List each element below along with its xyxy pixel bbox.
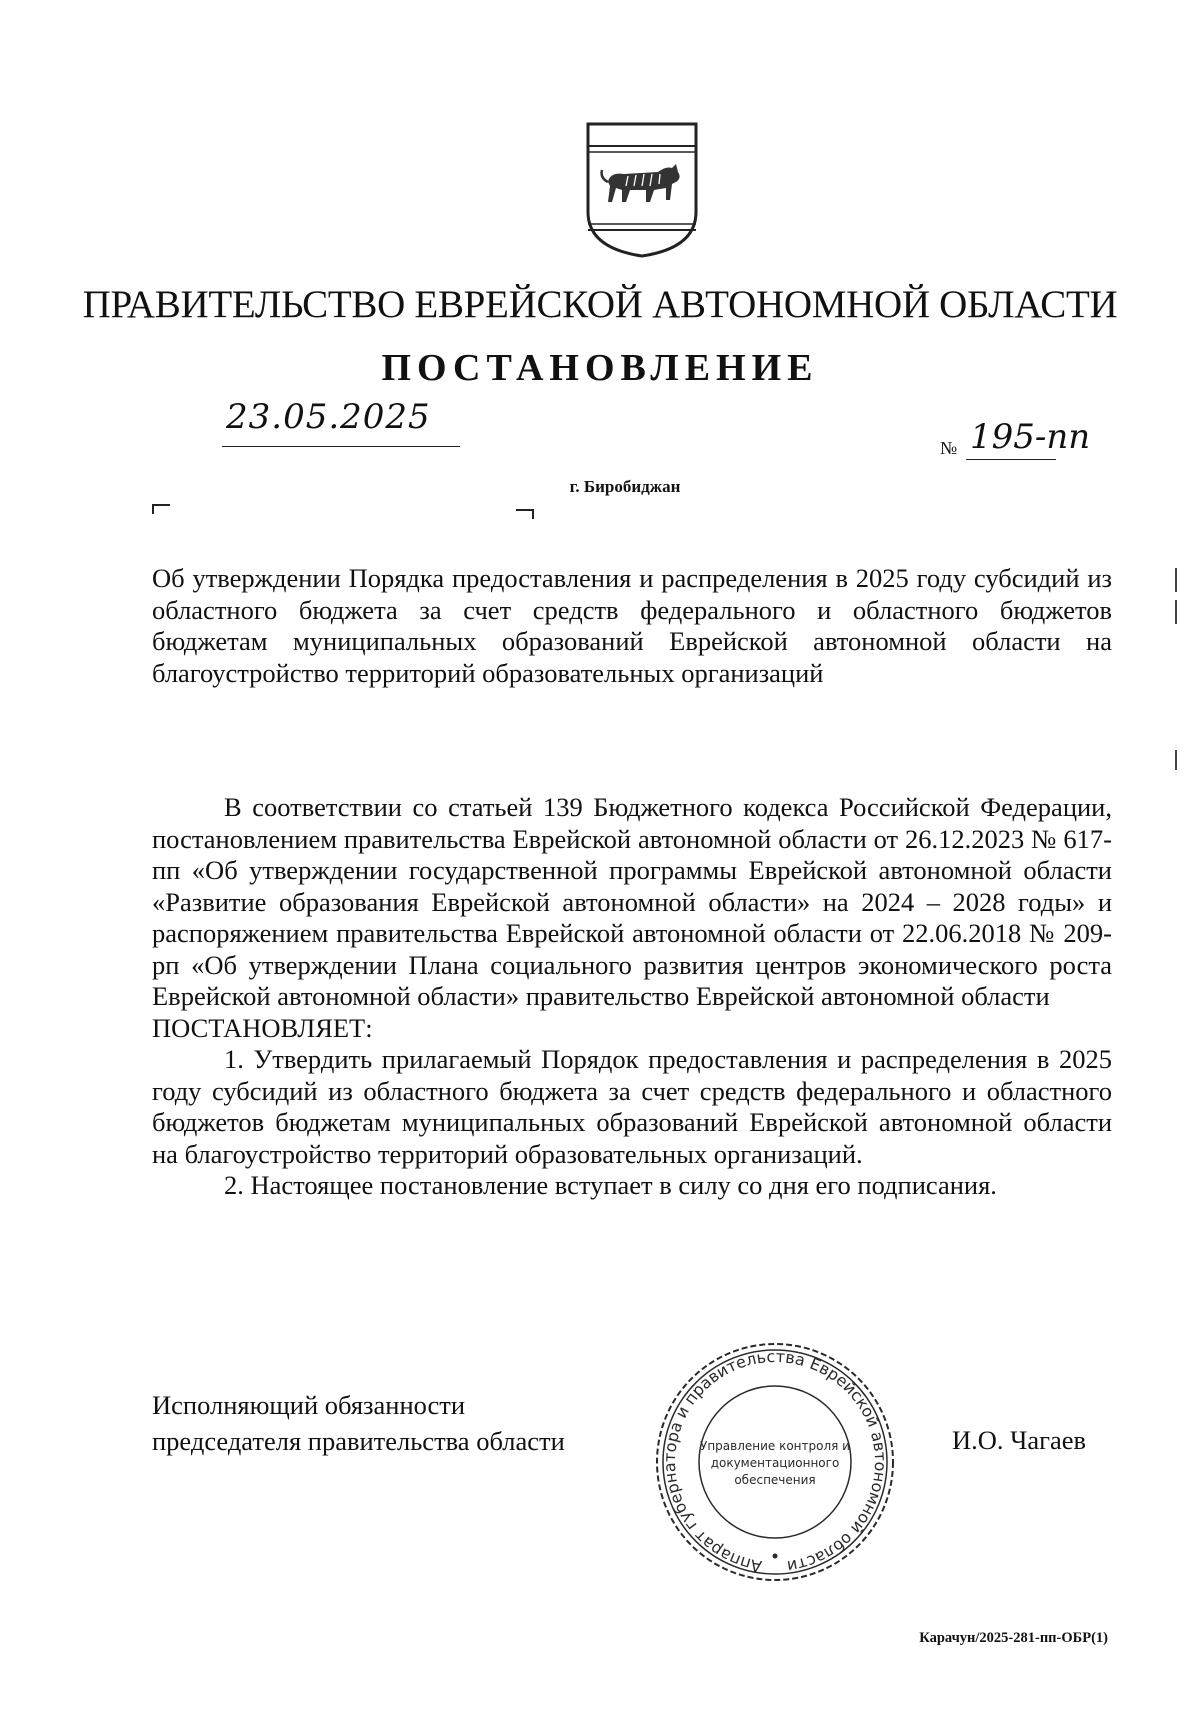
signer-name: И.О. Чагаев [952, 1425, 1087, 1455]
subject-bracket-left [152, 504, 170, 514]
document-date: 23.05.2025 [226, 397, 431, 437]
signer-role-line: председателя правительства области [152, 1426, 565, 1456]
signer-role [152, 1387, 565, 1459]
list-item: 2. Настоящее постановление вступает в силу со дня его подписания. [224, 1170, 997, 1200]
stamp-inner-line: обеспечения [734, 1473, 816, 1487]
stamp-outer-text: Аппарат губернатора и правительства Еврейской автономной области [659, 1346, 891, 1577]
preamble-paragraph: В соответствии со статьей 139 Бюджетного кодекса Российской Федерации, постановлением правительства Еврейской автономной области от 26.12.2023 № 617-пп «Об утверждении государственной программы Еврейской автономной области «Развитие образования Еврейской автономной области» на 2024 – 2028 годы» и распоряжением правительства Еврейской автономной области от 22.06.2018 № 209-рп «Об утверждении Плана социального развития центров экономического роста Еврейской автономной области» правительство Еврейской автономной области [152, 792, 1112, 1011]
list-item: 1. Утвердить прилагаемый Порядок предоставления и распределения в 2025 году субсидий из областного бюджета за счет средств федерального и областного бюджетов бюджетам муниципальных образований Еврейской автономной области на благоустройство территорий образовательных организаций. [152, 1044, 1112, 1169]
stamp-dot-icon [773, 1554, 778, 1559]
document-subject: Об утверждении Порядка предоставления и распределения в 2025 году субсидий из областного бюджета за счет средств федерального и областного бюджетов бюджетам муниципальных образований Еврейской автономной области на благоустройство территорий образовательных организаций [152, 563, 1112, 688]
document-type-title: ПОСТАНОВЛЕНИЕ [381, 347, 819, 389]
signer-role-line: Исполняющий обязанности [152, 1390, 466, 1420]
stamp-inner-line: Управление контроля и [700, 1439, 850, 1453]
subject-bracket-right [516, 509, 534, 519]
number-underline [966, 459, 1056, 460]
number-sign: № [940, 438, 958, 458]
scan-artifact [1175, 600, 1177, 624]
organization-title: ПРАВИТЕЛЬСТВО ЕВРЕЙСКОЙ АВТОНОМНОЙ ОБЛАСТИ [82, 283, 1118, 326]
document-body [152, 792, 1112, 1202]
decree-word: ПОСТАНОВЛЯЕТ: [152, 1012, 373, 1043]
scan-artifact [1175, 750, 1177, 770]
tiger-icon [602, 164, 680, 202]
date-underline [222, 446, 460, 447]
coat-of-arms-emblem [580, 120, 704, 260]
document-code: Карачун/2025-281-пп-ОБР(1) [919, 1630, 1108, 1646]
document-number: 195-пп [970, 417, 1091, 457]
official-stamp [640, 1330, 910, 1590]
scan-artifact [1175, 568, 1177, 592]
stamp-inner-line: документационного [710, 1456, 840, 1470]
city-label: г. Биробиджан [569, 477, 681, 496]
